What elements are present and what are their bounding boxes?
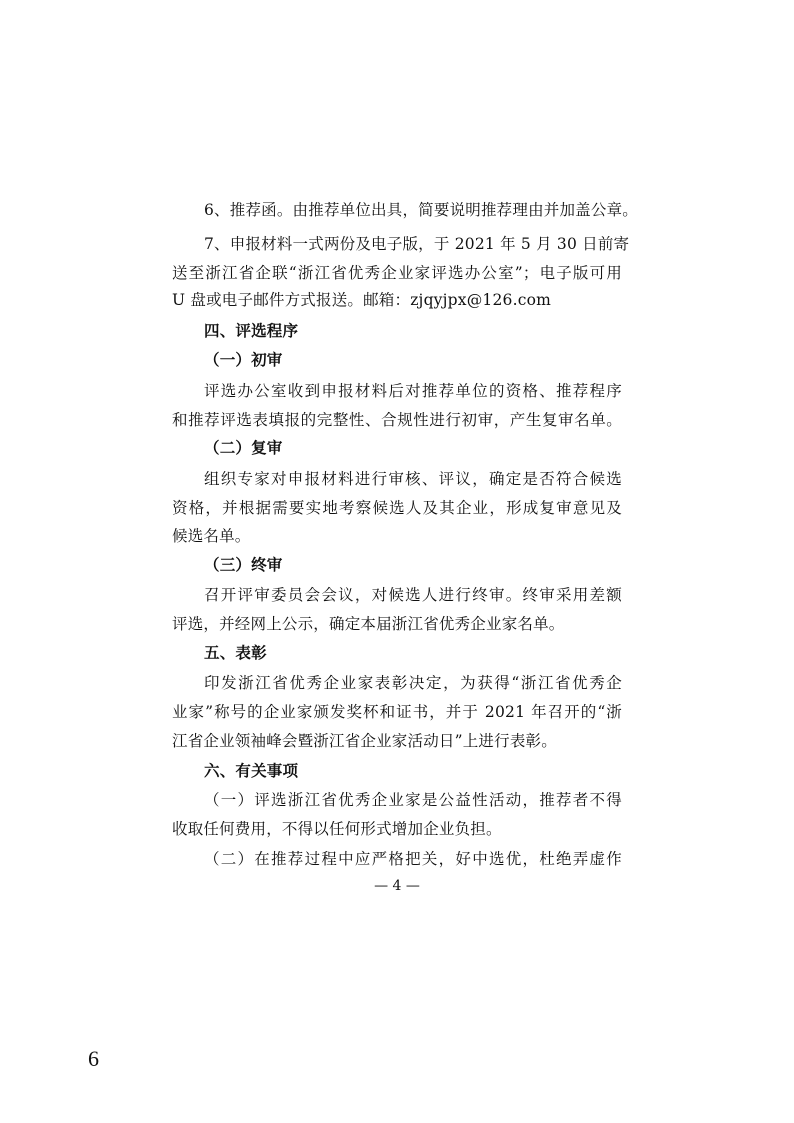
section-heading-selection-procedure: 四、评选程序 xyxy=(204,321,299,340)
page-number-footer: — 4 — xyxy=(374,878,420,894)
initial-review-line-2: 和推荐评选表填报的完整性、合规性进行初审，产生复审名单。 xyxy=(172,411,622,429)
item-7-submission-line-3: U 盘或电子邮件方式报送。邮箱：zjqyjpx@126.com xyxy=(172,291,552,309)
related-matters-item-1-line-1: （一）评选浙江省优秀企业家是公益性活动，推荐者不得 xyxy=(204,791,622,809)
related-matters-item-1-line-2: 收取任何费用，不得以任何形式增加企业负担。 xyxy=(172,820,502,838)
corner-page-number: 6 xyxy=(88,1046,99,1071)
final-review-line-1: 召开评审委员会会议，对候选人进行终审。终审采用差额 xyxy=(204,586,622,604)
initial-review-line-1: 评选办公室收到申报材料后对推荐单位的资格、推荐程序 xyxy=(204,382,622,400)
related-matters-item-2-line-1: （二）在推荐过程中应严格把关，好中选优，杜绝弄虚作 xyxy=(204,850,622,868)
commendation-line-3: 江省企业领袖峰会暨浙江省企业家活动日”上进行表彰。 xyxy=(172,732,557,750)
commendation-line-1: 印发浙江省优秀企业家表彰决定，为获得“浙江省优秀企 xyxy=(204,674,622,692)
second-review-line-2: 资格，并根据需要实地考察候选人及其企业，形成复审意见及 xyxy=(172,499,622,517)
item-7-submission-line-2: 送至浙江省企联“浙江省优秀企业家评选办公室”；电子版可用 xyxy=(172,264,622,282)
second-review-line-3: 候选名单。 xyxy=(172,527,251,545)
section-heading-related-matters: 六、有关事项 xyxy=(204,761,299,780)
section-heading-commendation: 五、表彰 xyxy=(204,643,267,662)
commendation-line-2: 业家”称号的企业家颁发奖杯和证书，并于 2021 年召开的“浙 xyxy=(172,703,622,721)
subheading-initial-review: （一）初审 xyxy=(204,350,283,369)
item-7-submission-line-1: 7、申报材料一式两份及电子版，于 2021 年 5 月 30 日前寄 xyxy=(204,235,630,253)
second-review-line-1: 组织专家对申报材料进行审核、评议，确定是否符合候选 xyxy=(204,470,622,488)
item-6-recommendation-letter: 6、推荐函。由推荐单位出具，简要说明推荐理由并加盖公章。 xyxy=(204,201,638,219)
subheading-final-review: （三）终审 xyxy=(204,555,283,574)
final-review-line-2: 评选，并经网上公示，确定本届浙江省优秀企业家名单。 xyxy=(172,615,565,633)
subheading-second-review: （二）复审 xyxy=(204,438,283,457)
